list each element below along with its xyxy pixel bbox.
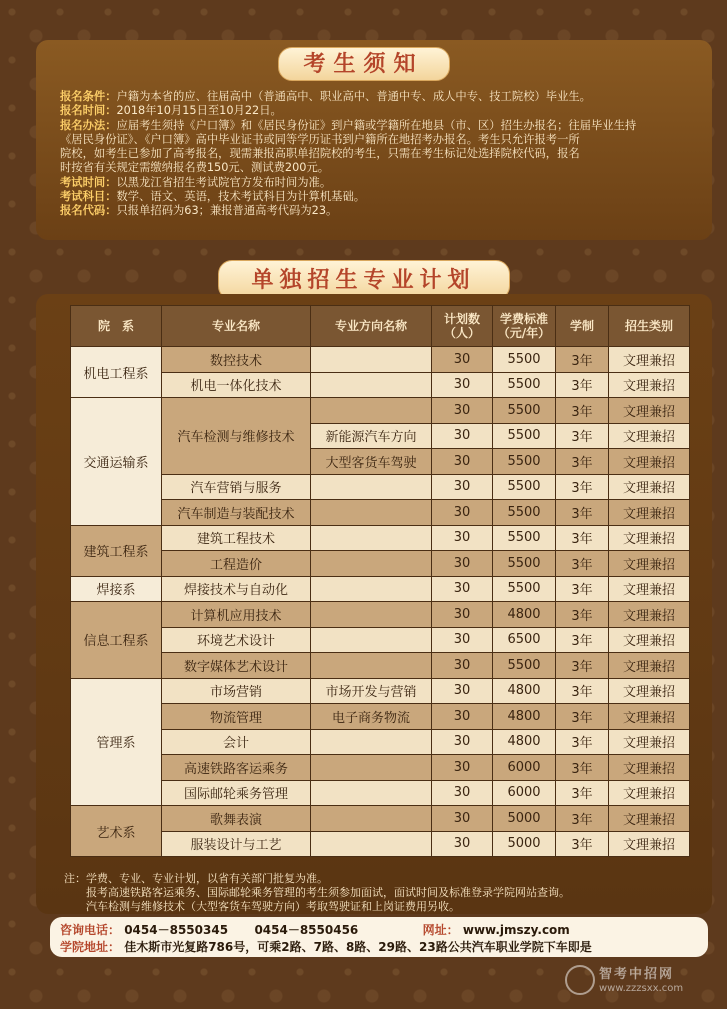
watermark-name: 智考中招网 bbox=[599, 967, 675, 982]
years-cell: 3年 bbox=[556, 627, 609, 653]
header-count: 计划数（人） bbox=[432, 306, 493, 347]
notice-lines bbox=[60, 90, 710, 219]
fee-cell: 5500 bbox=[493, 576, 556, 602]
major-cell: 国际邮轮乘务管理 bbox=[162, 780, 311, 806]
count-cell: 30 bbox=[432, 474, 493, 500]
dept-cell: 机电工程系 bbox=[71, 347, 162, 398]
header-years: 学制 bbox=[556, 306, 609, 347]
direction-cell bbox=[311, 755, 432, 781]
fee-cell: 5000 bbox=[493, 806, 556, 832]
direction-cell bbox=[311, 347, 432, 373]
major-cell: 焊接技术与自动化 bbox=[162, 576, 311, 602]
major-cell: 建筑工程技术 bbox=[162, 525, 311, 551]
table-row bbox=[71, 372, 690, 398]
type-cell: 文理兼招 bbox=[609, 704, 690, 730]
type-cell: 文理兼招 bbox=[609, 653, 690, 679]
notice-line: 报名代码： 只报单招码为63；兼报普通高考代码为23。 bbox=[60, 204, 338, 218]
direction-cell bbox=[311, 576, 432, 602]
type-cell: 文理兼招 bbox=[609, 831, 690, 857]
years-cell: 3年 bbox=[556, 704, 609, 730]
fee-cell: 4800 bbox=[493, 704, 556, 730]
table-row bbox=[71, 678, 690, 704]
dept-cell: 交通运输系 bbox=[71, 398, 162, 526]
type-cell: 文理兼招 bbox=[609, 500, 690, 526]
major-cell: 汽车检测与维修技术 bbox=[162, 398, 311, 475]
direction-cell bbox=[311, 500, 432, 526]
count-cell: 30 bbox=[432, 729, 493, 755]
note-line: 汽车检测与维修技术（大型客货车驾驶方向）考取驾驶证和上岗证费用另收。 bbox=[86, 900, 460, 913]
dept-cell: 艺术系 bbox=[71, 806, 162, 857]
fee-cell: 5500 bbox=[493, 500, 556, 526]
direction-cell: 大型客货车驾驶 bbox=[311, 449, 432, 475]
type-cell: 文理兼招 bbox=[609, 474, 690, 500]
count-cell: 30 bbox=[432, 831, 493, 857]
notice-line: 报名条件： 户籍为本省的应、往届高中（普通高中、职业高中、普通中专、成人中专、技工院校）毕业生。 bbox=[60, 90, 591, 103]
type-cell: 文理兼招 bbox=[609, 423, 690, 449]
count-cell: 30 bbox=[432, 347, 493, 373]
count-cell: 30 bbox=[432, 423, 493, 449]
years-cell: 3年 bbox=[556, 806, 609, 832]
type-cell: 文理兼招 bbox=[609, 525, 690, 551]
direction-cell bbox=[311, 627, 432, 653]
notice-line: 考试科目： 数学、语文、英语，技术考试科目为计算机基础。 bbox=[60, 190, 366, 204]
years-cell: 3年 bbox=[556, 372, 609, 398]
count-cell: 30 bbox=[432, 653, 493, 679]
dept-cell: 信息工程系 bbox=[71, 602, 162, 679]
type-cell: 文理兼招 bbox=[609, 576, 690, 602]
type-cell: 文理兼招 bbox=[609, 602, 690, 628]
fee-cell: 4800 bbox=[493, 678, 556, 704]
direction-cell bbox=[311, 551, 432, 577]
header-major: 专业名称 bbox=[162, 306, 311, 347]
years-cell: 3年 bbox=[556, 398, 609, 424]
years-cell: 3年 bbox=[556, 500, 609, 526]
direction-cell: 新能源汽车方向 bbox=[311, 423, 432, 449]
major-cell: 机电一体化技术 bbox=[162, 372, 311, 398]
type-cell: 文理兼招 bbox=[609, 551, 690, 577]
table-row bbox=[71, 500, 690, 526]
website-label: 网址： bbox=[422, 923, 459, 937]
years-cell: 3年 bbox=[556, 449, 609, 475]
major-cell: 计算机应用技术 bbox=[162, 602, 311, 628]
direction-cell: 市场开发与营销 bbox=[311, 678, 432, 704]
count-cell: 30 bbox=[432, 678, 493, 704]
table-row bbox=[71, 729, 690, 755]
fee-cell: 5500 bbox=[493, 372, 556, 398]
notice-line: 《居民身份证》、《户口簿》高中毕业证书或同等学历证书到户籍所在地招考办报名。考生只允许报考一所 bbox=[60, 132, 580, 146]
fee-cell: 5500 bbox=[493, 347, 556, 373]
table-row bbox=[71, 602, 690, 628]
notes bbox=[64, 872, 704, 914]
fee-cell: 6000 bbox=[493, 780, 556, 806]
direction-cell: 电子商务物流 bbox=[311, 704, 432, 730]
fee-cell: 5500 bbox=[493, 653, 556, 679]
notice-line: 时按省有关规定需缴纳报名费150元、测试费200元。 bbox=[60, 161, 330, 175]
note-line: 注：学费、专业、专业计划，以省有关部门批复为准。 bbox=[64, 872, 328, 885]
contact-box bbox=[50, 917, 708, 957]
table-row bbox=[71, 551, 690, 577]
count-cell: 30 bbox=[432, 806, 493, 832]
count-cell: 30 bbox=[432, 780, 493, 806]
header-fee: 学费标准（元/年） bbox=[493, 306, 556, 347]
direction-cell bbox=[311, 729, 432, 755]
table-row bbox=[71, 525, 690, 551]
fee-cell: 5500 bbox=[493, 525, 556, 551]
years-cell: 3年 bbox=[556, 653, 609, 679]
years-cell: 3年 bbox=[556, 831, 609, 857]
type-cell: 文理兼招 bbox=[609, 729, 690, 755]
major-cell: 会计 bbox=[162, 729, 311, 755]
table-row bbox=[71, 347, 690, 373]
direction-cell bbox=[311, 372, 432, 398]
type-cell: 文理兼招 bbox=[609, 755, 690, 781]
watermark-url: www.zzzsxx.com bbox=[599, 983, 684, 994]
table-row bbox=[71, 627, 690, 653]
years-cell: 3年 bbox=[556, 602, 609, 628]
major-cell: 歌舞表演 bbox=[162, 806, 311, 832]
fee-cell: 4800 bbox=[493, 602, 556, 628]
count-cell: 30 bbox=[432, 755, 493, 781]
plan-table bbox=[70, 305, 690, 857]
years-cell: 3年 bbox=[556, 755, 609, 781]
notice-line: 院校，如考生已参加了高考报名，现需兼报高职单招院校的考生，只需在考生标记处选择院校代码，报名 bbox=[60, 147, 580, 161]
notice-line: 考试时间： 以黑龙江省招生考试院官方发布时间为准。 bbox=[60, 175, 332, 189]
type-cell: 文理兼招 bbox=[609, 678, 690, 704]
major-cell: 数控技术 bbox=[162, 347, 311, 373]
table-row bbox=[71, 474, 690, 500]
fee-cell: 6500 bbox=[493, 627, 556, 653]
fee-cell: 5500 bbox=[493, 449, 556, 475]
years-cell: 3年 bbox=[556, 474, 609, 500]
years-cell: 3年 bbox=[556, 347, 609, 373]
fee-cell: 5500 bbox=[493, 423, 556, 449]
phone-label: 咨询电话： bbox=[60, 923, 121, 937]
major-cell: 汽车营销与服务 bbox=[162, 474, 311, 500]
direction-cell bbox=[311, 602, 432, 628]
years-cell: 3年 bbox=[556, 780, 609, 806]
type-cell: 文理兼招 bbox=[609, 347, 690, 373]
count-cell: 30 bbox=[432, 525, 493, 551]
table-row bbox=[71, 576, 690, 602]
years-cell: 3年 bbox=[556, 551, 609, 577]
notice-title: 考生须知 bbox=[278, 47, 450, 81]
address-text: 佳木斯市光复路786号，可乘2路、7路、8路、29路、23路公共汽车职业学院下车即是 bbox=[124, 940, 592, 954]
fee-cell: 6000 bbox=[493, 755, 556, 781]
years-cell: 3年 bbox=[556, 525, 609, 551]
fee-cell: 5500 bbox=[493, 474, 556, 500]
table-row bbox=[71, 398, 690, 424]
years-cell: 3年 bbox=[556, 729, 609, 755]
direction-cell bbox=[311, 831, 432, 857]
phone-number-1: 0454－8550345 bbox=[124, 923, 229, 937]
contact-row-phone bbox=[60, 921, 570, 938]
phone-number-2: 0454－8550456 bbox=[254, 923, 359, 937]
major-cell: 数字媒体艺术设计 bbox=[162, 653, 311, 679]
header-type: 招生类别 bbox=[609, 306, 690, 347]
contact-row-address bbox=[60, 938, 592, 955]
direction-cell bbox=[311, 474, 432, 500]
type-cell: 文理兼招 bbox=[609, 449, 690, 475]
table-row bbox=[71, 806, 690, 832]
table-row bbox=[71, 755, 690, 781]
dept-cell: 建筑工程系 bbox=[71, 525, 162, 576]
major-cell: 汽车制造与装配技术 bbox=[162, 500, 311, 526]
note-line: 报考高速铁路客运乘务、国际邮轮乘务管理的考生须参加面试，面试时间及标准登录学院网站查询。 bbox=[86, 886, 570, 899]
count-cell: 30 bbox=[432, 602, 493, 628]
fee-cell: 5500 bbox=[493, 398, 556, 424]
fee-cell: 4800 bbox=[493, 729, 556, 755]
direction-cell bbox=[311, 780, 432, 806]
direction-cell bbox=[311, 398, 432, 424]
count-cell: 30 bbox=[432, 398, 493, 424]
type-cell: 文理兼招 bbox=[609, 627, 690, 653]
fee-cell: 5500 bbox=[493, 551, 556, 577]
dept-cell: 焊接系 bbox=[71, 576, 162, 602]
direction-cell bbox=[311, 806, 432, 832]
major-cell: 工程造价 bbox=[162, 551, 311, 577]
years-cell: 3年 bbox=[556, 678, 609, 704]
address-label: 学院地址： bbox=[60, 940, 121, 954]
count-cell: 30 bbox=[432, 372, 493, 398]
table-row bbox=[71, 653, 690, 679]
major-cell: 市场营销 bbox=[162, 678, 311, 704]
table-header-row bbox=[71, 306, 690, 347]
type-cell: 文理兼招 bbox=[609, 398, 690, 424]
notice-line: 报名办法： 应届考生须持《户口簿》和《居民身份证》到户籍或学籍所在地县（市、区）招生办报名；往届毕业生持 bbox=[60, 118, 637, 132]
table-row bbox=[71, 831, 690, 857]
notice-line: 报名时间： 2018年10月15日至10月22日。 bbox=[60, 104, 282, 118]
major-cell: 环境艺术设计 bbox=[162, 627, 311, 653]
count-cell: 30 bbox=[432, 551, 493, 577]
direction-cell bbox=[311, 525, 432, 551]
type-cell: 文理兼招 bbox=[609, 372, 690, 398]
count-cell: 30 bbox=[432, 449, 493, 475]
plan-title: 单独招生专业计划 bbox=[218, 260, 510, 300]
fee-cell: 5000 bbox=[493, 831, 556, 857]
count-cell: 30 bbox=[432, 500, 493, 526]
count-cell: 30 bbox=[432, 627, 493, 653]
header-dept: 院 系 bbox=[71, 306, 162, 347]
major-cell: 物流管理 bbox=[162, 704, 311, 730]
years-cell: 3年 bbox=[556, 423, 609, 449]
table-row bbox=[71, 704, 690, 730]
watermark bbox=[565, 959, 715, 1001]
table-row bbox=[71, 780, 690, 806]
dept-cell: 管理系 bbox=[71, 678, 162, 806]
type-cell: 文理兼招 bbox=[609, 780, 690, 806]
website-link[interactable]: www.jmszy.com bbox=[462, 923, 570, 937]
major-cell: 高速铁路客运乘务 bbox=[162, 755, 311, 781]
years-cell: 3年 bbox=[556, 576, 609, 602]
header-direction: 专业方向名称 bbox=[311, 306, 432, 347]
type-cell: 文理兼招 bbox=[609, 806, 690, 832]
major-cell: 服装设计与工艺 bbox=[162, 831, 311, 857]
count-cell: 30 bbox=[432, 576, 493, 602]
count-cell: 30 bbox=[432, 704, 493, 730]
direction-cell bbox=[311, 653, 432, 679]
watermark-logo-icon bbox=[565, 965, 595, 995]
